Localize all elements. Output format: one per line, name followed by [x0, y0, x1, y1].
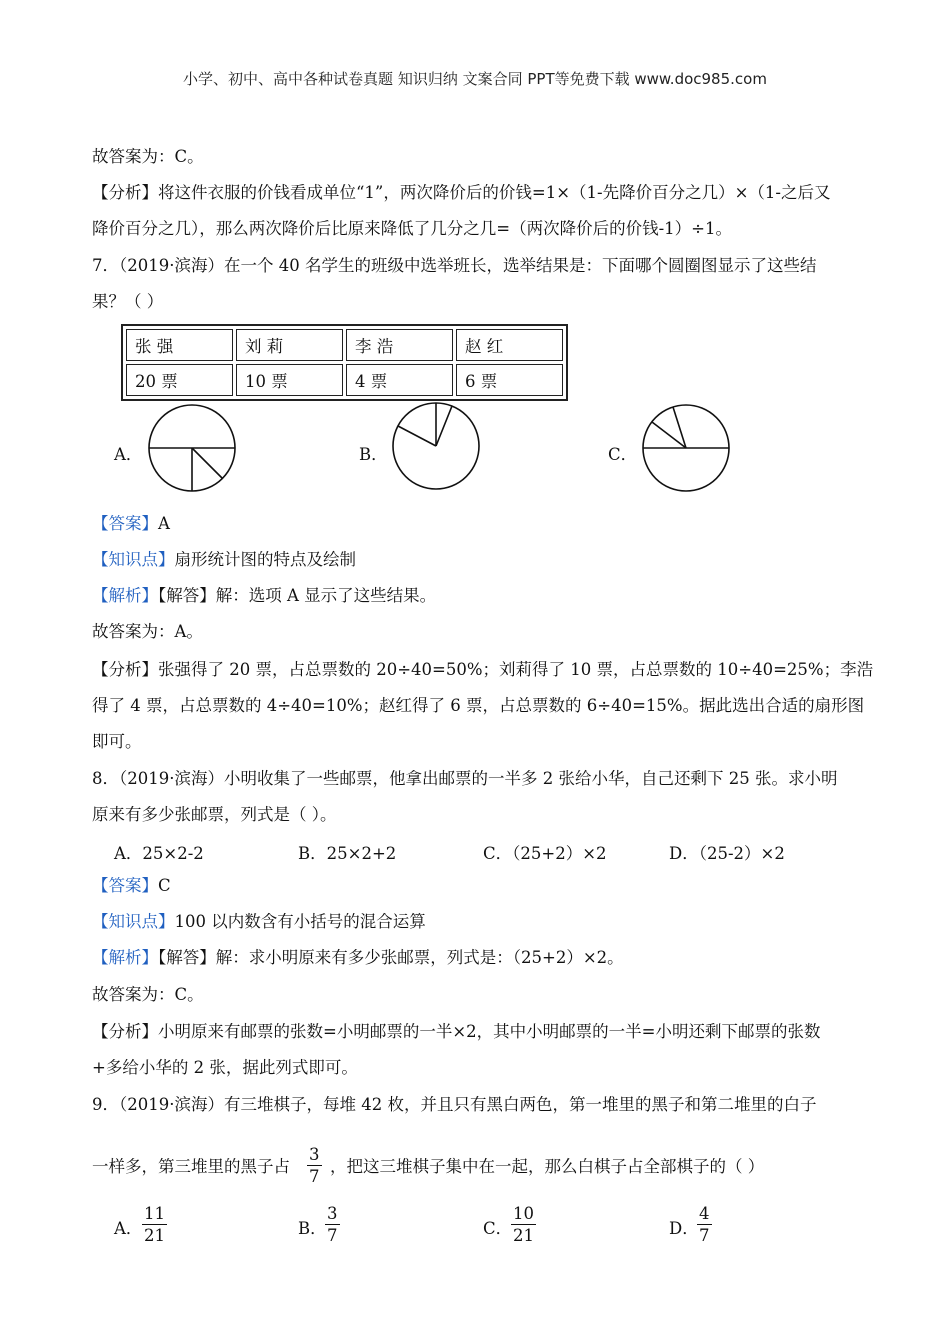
fraction-numerator: 3 — [309, 1145, 320, 1164]
q9-stem-line-1: 9．（2019·滨海）有三堆棋子，每堆 42 枚，并且只有黑白两色，第一堆里的黑子和第二堆里的白子 — [92, 1095, 817, 1114]
q7-knowledge-point — [92, 549, 356, 571]
table-row — [126, 329, 563, 361]
page-header: 小学、初中、高中各种试卷真题 知识归纳 文案合同 PPT等免费下载 www.doc985.com — [183, 70, 767, 88]
q7-stem-line-1: 7．（2019·滨海）在一个 40 名学生的班级中选举班长，选举结果是：下面哪个圆圈图显示了这些结 — [92, 256, 817, 275]
answer-value: A — [158, 514, 170, 533]
q8-knowledge-point — [92, 911, 426, 933]
explanation-text: 【解答】解：选项 A 显示了这些结果。 — [158, 586, 437, 605]
q9-option-d-label: D． — [669, 1219, 699, 1238]
table-row — [126, 364, 563, 396]
fraction-denominator: 21 — [144, 1226, 165, 1245]
q9-stem-line-2a: 一样多，第三堆里的黑子占 — [92, 1157, 290, 1176]
q8-analysis-line-1 — [92, 1021, 820, 1043]
fraction-denominator: 7 — [327, 1226, 338, 1245]
analysis-tag: 【分析】 — [92, 660, 158, 679]
table-cell-name: 李 浩 — [346, 329, 453, 361]
q8-explanation — [92, 947, 624, 969]
pie-chart-option-b — [390, 400, 482, 492]
knowledge-text: 100 以内数含有小括号的混合运算 — [174, 912, 426, 931]
q8-option-c: C．（25+2）×2 — [483, 844, 607, 863]
q9-stem-fraction — [307, 1144, 322, 1187]
q7-answer — [92, 513, 170, 535]
pie-chart-option-a — [146, 402, 238, 494]
table-cell-name: 刘 莉 — [236, 329, 343, 361]
q9-option-c-label: C． — [483, 1219, 513, 1238]
knowledge-tag: 【知识点】 — [92, 550, 175, 569]
q8-analysis-line-2: +多给小华的 2 张，据此列式即可。 — [92, 1058, 358, 1077]
q9-option-b-label: B． — [298, 1219, 327, 1238]
q9-option-d-fraction — [697, 1203, 712, 1246]
answer-tag: 【答案】 — [92, 514, 158, 533]
prev-answer-line: 故答案为：C。 — [92, 147, 204, 166]
fraction-denominator: 21 — [513, 1226, 534, 1245]
q7-option-c-label: C． — [608, 445, 638, 464]
q9-stem-line-2b: ，把这三堆棋子集中在一起，那么白棋子占全部棋子的（ ） — [330, 1157, 765, 1176]
fraction-denominator: 7 — [309, 1167, 320, 1186]
q8-option-d: D．（25-2）×2 — [669, 844, 785, 863]
table-cell-votes: 6 票 — [456, 364, 563, 396]
knowledge-text: 扇形统计图的特点及绘制 — [174, 550, 356, 569]
vote-table — [121, 324, 568, 401]
q8-answer — [92, 875, 171, 897]
q7-option-a-label: A． — [114, 445, 143, 464]
q9-option-b-fraction — [325, 1203, 340, 1246]
fraction-numerator: 10 — [513, 1204, 534, 1223]
prev-analysis-line-2: 降价百分之几），那么两次降价后比原来降低了几分之几=（两次降价后的价钱-1）÷1。 — [92, 219, 732, 238]
q8-option-a: A．25×2-2 — [114, 844, 204, 863]
q7-answer-line: 故答案为：A。 — [92, 622, 203, 641]
analysis-tag: 【分析】 — [92, 183, 158, 202]
q8-stem-line-2: 原来有多少张邮票，列式是（ ）。 — [92, 805, 337, 824]
q8-option-b: B．25×2+2 — [298, 844, 397, 863]
q8-answer-line: 故答案为：C。 — [92, 985, 204, 1004]
analysis-text: 张强得了 20 票，占总票数的 20÷40=50%；刘莉得了 10 票，占总票数的 10÷40=25%；李浩 — [158, 660, 874, 679]
table-cell-name: 张 强 — [126, 329, 233, 361]
q9-option-c-fraction — [511, 1203, 536, 1246]
fraction-denominator: 7 — [699, 1226, 710, 1245]
q7-analysis-line-2: 得了 4 票，占总票数的 4÷40=10%；赵红得了 6 票，占总票数的 6÷40=15%。据此选出合适的扇形图 — [92, 696, 865, 715]
analysis-tag: 【分析】 — [92, 1022, 158, 1041]
answer-value: C — [158, 876, 171, 895]
answer-tag: 【答案】 — [92, 876, 158, 895]
knowledge-tag: 【知识点】 — [92, 912, 175, 931]
fraction-numerator: 3 — [327, 1204, 338, 1223]
prev-analysis-text-1: 将这件衣服的价钱看成单位“1”，两次降价后的价钱=1×（1-先降价百分之几）×（1-之后又 — [158, 183, 831, 202]
fraction-numerator: 11 — [144, 1204, 165, 1223]
explanation-text: 【解答】解：求小明原来有多少张邮票，列式是：（25+2）×2。 — [158, 948, 624, 967]
explanation-tag: 【解析】 — [92, 948, 158, 967]
table-cell-votes: 4 票 — [346, 364, 453, 396]
q7-analysis-line-3: 即可。 — [92, 732, 142, 751]
q7-explanation — [92, 585, 436, 607]
fraction-numerator: 4 — [699, 1204, 710, 1223]
table-cell-votes: 20 票 — [126, 364, 233, 396]
q9-option-a-label: A． — [114, 1219, 143, 1238]
table-cell-votes: 10 票 — [236, 364, 343, 396]
q8-stem-line-1: 8．（2019·滨海）小明收集了一些邮票，他拿出邮票的一半多 2 张给小华，自己还剩下 25 张。求小明 — [92, 769, 838, 788]
q7-option-b-label: B． — [359, 445, 388, 464]
analysis-text: 小明原来有邮票的张数=小明邮票的一半×2，其中小明邮票的一半=小明还剩下邮票的张数 — [158, 1022, 821, 1041]
q9-option-a-fraction — [142, 1203, 167, 1246]
table-cell-name: 赵 红 — [456, 329, 563, 361]
q7-stem-line-2: 果？（ ） — [92, 292, 164, 311]
pie-chart-option-c — [640, 402, 732, 494]
explanation-tag: 【解析】 — [92, 586, 158, 605]
prev-analysis-line-1 — [92, 182, 831, 204]
q7-analysis-line-1 — [92, 659, 873, 681]
